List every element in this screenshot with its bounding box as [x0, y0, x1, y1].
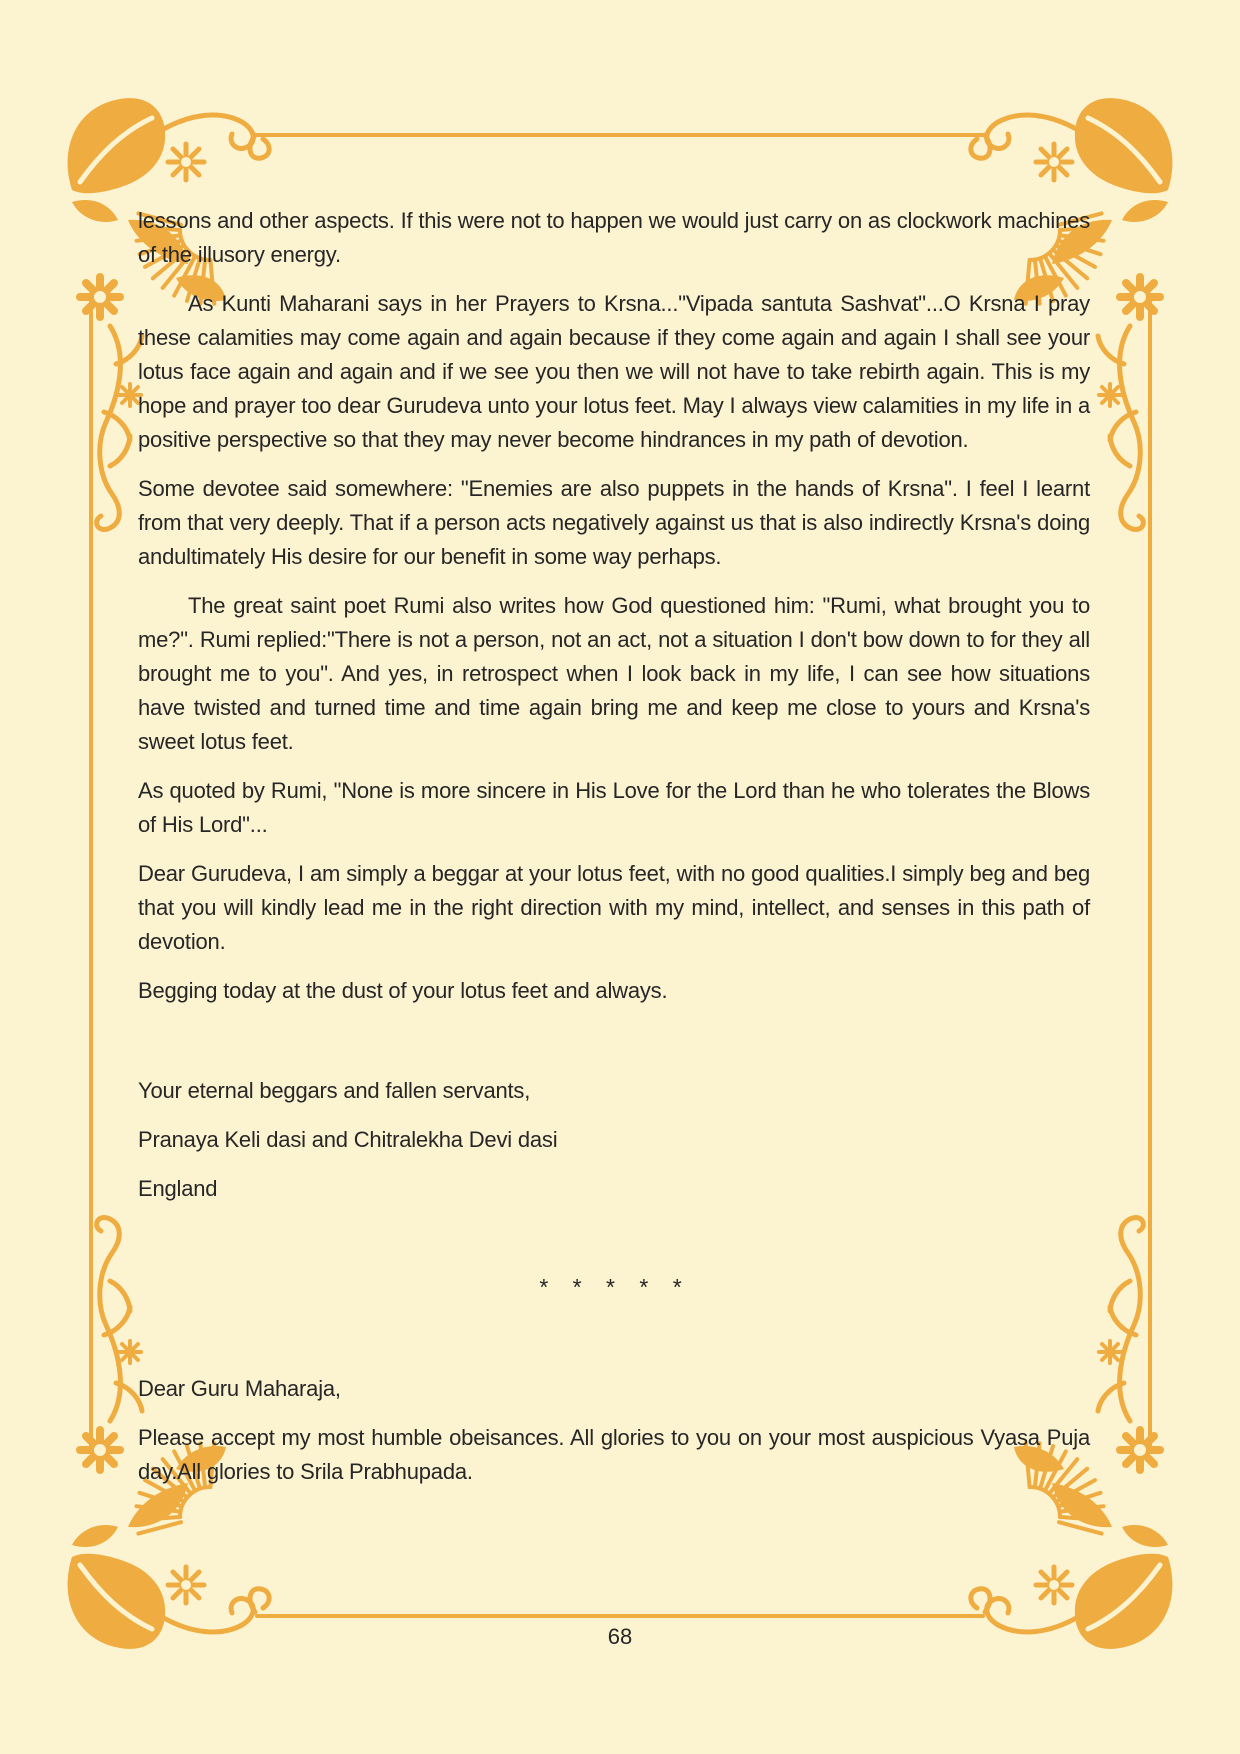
paragraph: As quoted by Rumi, "None is more sincere in His Love for the Lord than he who tolerates the Blows of His Lord"... [138, 778, 1090, 837]
signoff-name: Pranaya Keli dasi and Chitralekha Devi dasi [138, 1127, 558, 1152]
letter-body [138, 204, 1090, 1504]
border-line-left [89, 298, 93, 1452]
paragraph: Dear Gurudeva, I am simply a beggar at your lotus feet, with no good qualities.I simply beg and beg that you will kindly lead me in the right direction with my mind, intellect, and senses in this path of devotion. [138, 861, 1090, 954]
asterisk-separator: * * * * * [539, 1274, 689, 1300]
page-number: 68 [607, 1624, 633, 1649]
paragraph: Some devotee said somewhere: "Enemies are also puppets in the hands of Krsna". I feel I learnt from that very deeply. That if a person acts negatively against us that is also indirectly Krsna's doing andultimately His desire for our benefit in some way perhaps. [138, 476, 1090, 569]
signoff-line: Your eternal beggars and fallen servants, [138, 1078, 531, 1103]
border-line-bottom [255, 1614, 985, 1618]
paragraph: As Kunti Maharani says in her Prayers to Krsna..."Vipada santuta Sashvat"...O Krsna I pray these calamities may come again and again because if they come again and again I shall see your lotus face again and again and if we see you then we will not have to take rebirth again. This is my hope and prayer too dear Gurudeva unto your lotus feet. May I always view calamities in my life in a positive perspective so that they may never become hindrances in my path of devotion. [138, 291, 1090, 452]
signoff-location: England [138, 1176, 218, 1201]
border-line-right [1148, 298, 1152, 1452]
salutation: Dear Guru Maharaja, [138, 1376, 341, 1401]
paragraph: lessons and other aspects. If this were not to happen we would just carry on as clockwork machines of the illusory energy. [138, 208, 1090, 267]
border-line-top [255, 133, 985, 137]
paragraph: Please accept my most humble obeisances. All glories to you on your most auspicious Vyasa Puja day.All glories to Srila Prabhupada. [138, 1425, 1090, 1484]
paragraph: Begging today at the dust of your lotus feet and always. [138, 978, 668, 1003]
paragraph: The great saint poet Rumi also writes how God questioned him: "Rumi, what brought you to me?". Rumi replied:"There is not a person, not an act, not a situation I don't bow down to for they all brought me to you". And yes, in retrospect when I look back in my life, I can see how situations have twisted and turned time and time again bring me and keep me close to yours and Krsna's sweet lotus feet. [138, 593, 1090, 754]
